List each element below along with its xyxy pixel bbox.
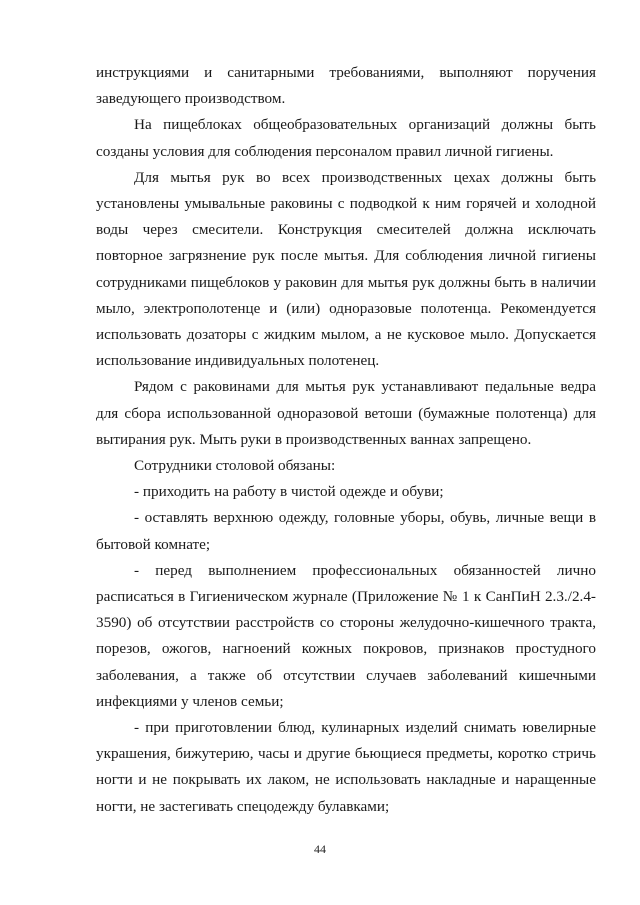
paragraph-pedal-buckets: Рядом с раковинами для мытья рук устанавливают педальные ведра для сбора использованной одноразовой ветоши (бумажные полотенца) для вытирания рук. Мыть руки в производственных ваннах запрещено. <box>96 378 596 448</box>
list-item-jewelry: - при приготовлении блюд, кулинарных изделий снимать ювелирные украшения, бижутерию, часы и другие бьющиеся предметы, коротко стричь ногти и не покрывать их лаком, не использовать накладные и наращенные ногти, не застегивать спецодежду булавками; <box>96 719 596 815</box>
paragraph-staff-obligations: Сотрудники столовой обязаны: <box>134 457 336 475</box>
list-item-clean-clothes: - приходить на работу в чистой одежде и обуви; <box>134 483 444 501</box>
paragraph-continuation: инструкциями и санитарными требованиями, выполняют поручения заведующего производством. <box>96 64 596 108</box>
paragraph-conditions: На пищеблоках общеобразовательных организаций должны быть созданы условия для соблюдения персоналом правил личной гигиены. <box>96 116 596 160</box>
list-item-hygiene-journal: - перед выполнением профессиональных обязанностей лично расписаться в Гигиеническом журнале (Приложение № 1 к СанПиН 2.3./2.4-3590) об отсутствии расстройств со стороны желудочно-кишечного тракта, порезов, ожогов, нагноений кожных покровов, признаков простудного заболевания, а также об отсутствии случаев заболеваний кишечными инфекциями у членов семьи; <box>96 561 596 710</box>
page-number: 44 <box>314 842 326 856</box>
document-body <box>96 60 596 820</box>
list-item-outerwear: - оставлять верхнюю одежду, головные уборы, обувь, личные вещи в бытовой комнате; <box>96 509 596 553</box>
paragraph-handwashing: Для мытья рук во всех производственных цехах должны быть установлены умывальные раковины с подводкой к ним горячей и холодной воды через смесители. Конструкция смесителей должна исключать повторное загрязнение рук после мытья. Для соблюдения личной гигиены сотрудниками пищеблоков у раковин для мытья рук должны быть в наличии мыло, электрополотенце и (или) одноразовые полотенца. Рекомендуется использовать дозаторы с жидким мылом, а не кусковое мыло. Допускается использование индивидуальных полотенец. <box>96 168 596 370</box>
